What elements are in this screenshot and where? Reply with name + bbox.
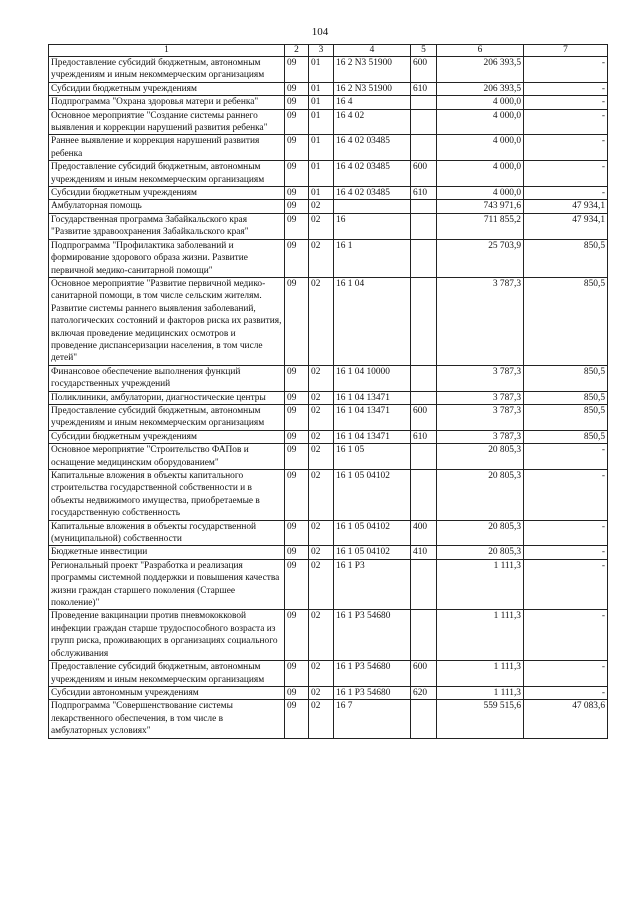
target-article-code: 16 1 05 04102 [334, 520, 411, 546]
expense-type-code [411, 135, 437, 161]
budget-table [48, 44, 608, 739]
section-code: 09 [285, 661, 309, 687]
subsection-code: 02 [309, 404, 334, 430]
section-code: 09 [285, 109, 309, 135]
amount: 4 000,0 [437, 161, 524, 187]
amount-federal: - [524, 444, 608, 470]
table-row [49, 559, 608, 610]
amount-federal: - [524, 96, 608, 109]
subsection-code: 01 [309, 82, 334, 95]
amount-federal: 47 934,1 [524, 213, 608, 239]
expense-type-code [411, 277, 437, 365]
table-row [49, 404, 608, 430]
target-article-code [334, 200, 411, 213]
target-article-code: 16 1 04 [334, 277, 411, 365]
amount: 3 787,3 [437, 430, 524, 443]
column-header: 7 [524, 45, 608, 57]
table-row [49, 82, 608, 95]
table-row [49, 277, 608, 365]
subsection-code: 01 [309, 187, 334, 200]
subsection-code: 02 [309, 700, 334, 738]
section-code: 09 [285, 277, 309, 365]
target-article-code: 16 4 02 03485 [334, 161, 411, 187]
amount: 3 787,3 [437, 404, 524, 430]
row-name: Субсидии автономным учреждениям [49, 686, 285, 699]
target-article-code: 16 1 04 10000 [334, 365, 411, 391]
amount-federal: 850,5 [524, 430, 608, 443]
amount: 3 787,3 [437, 277, 524, 365]
row-name: Субсидии бюджетным учреждениям [49, 430, 285, 443]
expense-type-code: 610 [411, 82, 437, 95]
row-name: Предоставление субсидий бюджетным, автономным учреждениям и иным некоммерческим организациям [49, 661, 285, 687]
column-header: 5 [411, 45, 437, 57]
section-code: 09 [285, 135, 309, 161]
subsection-code: 01 [309, 161, 334, 187]
row-name: Субсидии бюджетным учреждениям [49, 82, 285, 95]
expense-type-code: 410 [411, 546, 437, 559]
row-name: Финансовое обеспечение выполнения функций государственных учреждений [49, 365, 285, 391]
section-code: 09 [285, 700, 309, 738]
amount: 20 805,3 [437, 444, 524, 470]
row-name: Региональный проект "Разработка и реализация программы системной поддержки и повышения качества жизни граждан старшего поколения (Старшее поколение)" [49, 559, 285, 610]
expense-type-code [411, 239, 437, 277]
subsection-code: 02 [309, 213, 334, 239]
section-code: 09 [285, 444, 309, 470]
subsection-code: 02 [309, 365, 334, 391]
amount-federal: 47 934,1 [524, 200, 608, 213]
section-code: 09 [285, 559, 309, 610]
table-row [49, 610, 608, 661]
subsection-code: 02 [309, 559, 334, 610]
target-article-code: 16 1 05 [334, 444, 411, 470]
subsection-code: 02 [309, 520, 334, 546]
expense-type-code [411, 96, 437, 109]
table-row [49, 470, 608, 521]
column-header: 2 [285, 45, 309, 57]
section-code: 09 [285, 96, 309, 109]
expense-type-code [411, 444, 437, 470]
amount-federal: - [524, 520, 608, 546]
subsection-code: 01 [309, 96, 334, 109]
table-row [49, 546, 608, 559]
target-article-code: 16 1 04 13471 [334, 430, 411, 443]
target-article-code: 16 1 P3 54680 [334, 661, 411, 687]
subsection-code: 02 [309, 391, 334, 404]
amount: 1 111,3 [437, 610, 524, 661]
expense-type-code: 600 [411, 161, 437, 187]
amount-federal: - [524, 161, 608, 187]
subsection-code: 02 [309, 546, 334, 559]
table-row [49, 213, 608, 239]
section-code: 09 [285, 187, 309, 200]
amount-federal: - [524, 187, 608, 200]
subsection-code: 02 [309, 610, 334, 661]
row-name: Предоставление субсидий бюджетным, автономным учреждениям и иным некоммерческим организациям [49, 404, 285, 430]
amount-federal: 850,5 [524, 391, 608, 404]
table-row [49, 57, 608, 83]
table-row [49, 661, 608, 687]
expense-type-code [411, 470, 437, 521]
expense-type-code: 620 [411, 686, 437, 699]
header-row [49, 45, 608, 57]
subsection-code: 02 [309, 239, 334, 277]
table-row [49, 200, 608, 213]
subsection-code: 02 [309, 430, 334, 443]
amount-federal: 850,5 [524, 239, 608, 277]
table-row [49, 686, 608, 699]
amount-federal: - [524, 57, 608, 83]
target-article-code: 16 1 04 13471 [334, 404, 411, 430]
amount-federal: - [524, 82, 608, 95]
section-code: 09 [285, 470, 309, 521]
amount-federal: - [524, 470, 608, 521]
table-row [49, 700, 608, 738]
amount: 20 805,3 [437, 546, 524, 559]
target-article-code: 16 7 [334, 700, 411, 738]
row-name: Подпрограмма "Профилактика заболеваний и формирование здорового образа жизни. Развитие первичной медико-санитарной помощи" [49, 239, 285, 277]
amount: 25 703,9 [437, 239, 524, 277]
expense-type-code [411, 700, 437, 738]
expense-type-code [411, 109, 437, 135]
section-code: 09 [285, 161, 309, 187]
column-header: 6 [437, 45, 524, 57]
amount: 4 000,0 [437, 135, 524, 161]
amount: 20 805,3 [437, 520, 524, 546]
row-name: Раннее выявление и коррекция нарушений развития ребенка [49, 135, 285, 161]
subsection-code: 01 [309, 57, 334, 83]
table-row [49, 391, 608, 404]
row-name: Проведение вакцинации против пневмококковой инфекции граждан старше трудоспособного возраста из групп риска, проживающих в организациях социального обслуживания [49, 610, 285, 661]
row-name: Основное мероприятие "Строительство ФАПов и оснащение медицинским оборудованием" [49, 444, 285, 470]
amount: 3 787,3 [437, 391, 524, 404]
row-name: Подпрограмма "Охрана здоровья матери и ребенка" [49, 96, 285, 109]
section-code: 09 [285, 686, 309, 699]
section-code: 09 [285, 365, 309, 391]
table-row [49, 239, 608, 277]
subsection-code: 02 [309, 444, 334, 470]
expense-type-code: 610 [411, 430, 437, 443]
amount: 4 000,0 [437, 187, 524, 200]
column-header: 1 [49, 45, 285, 57]
subsection-code: 02 [309, 200, 334, 213]
target-article-code: 16 [334, 213, 411, 239]
amount-federal: 850,5 [524, 365, 608, 391]
expense-type-code [411, 610, 437, 661]
expense-type-code [411, 391, 437, 404]
row-name: Подпрограмма "Совершенствование системы лекарственного обеспечения, в том числе в амбулаторных условиях" [49, 700, 285, 738]
table-row [49, 444, 608, 470]
table-row [49, 187, 608, 200]
target-article-code: 16 4 02 03485 [334, 187, 411, 200]
row-name: Предоставление субсидий бюджетным, автономным учреждениям и иным некоммерческим организациям [49, 57, 285, 83]
section-code: 09 [285, 239, 309, 277]
page-number: 104 [311, 26, 329, 38]
table-row [49, 135, 608, 161]
amount-federal: - [524, 109, 608, 135]
subsection-code: 02 [309, 277, 334, 365]
amount: 711 855,2 [437, 213, 524, 239]
amount-federal: - [524, 546, 608, 559]
table-row [49, 520, 608, 546]
amount-federal: 47 083,6 [524, 700, 608, 738]
amount: 559 515,6 [437, 700, 524, 738]
target-article-code: 16 2 N3 51900 [334, 82, 411, 95]
column-header: 4 [334, 45, 411, 57]
target-article-code: 16 2 N3 51900 [334, 57, 411, 83]
row-name: Капитальные вложения в объекты капитального строительства государственной собственности и в объекты недвижимого имущества, приобретаемые в государственную собственность [49, 470, 285, 521]
row-name: Бюджетные инвестиции [49, 546, 285, 559]
amount-federal: 850,5 [524, 404, 608, 430]
amount: 1 111,3 [437, 559, 524, 610]
section-code: 09 [285, 520, 309, 546]
subsection-code: 02 [309, 661, 334, 687]
table-row [49, 96, 608, 109]
expense-type-code: 600 [411, 661, 437, 687]
target-article-code: 16 1 P3 [334, 559, 411, 610]
amount: 206 393,5 [437, 82, 524, 95]
amount-federal: - [524, 686, 608, 699]
table-row [49, 109, 608, 135]
row-name: Поликлиники, амбулатории, диагностические центры [49, 391, 285, 404]
section-code: 09 [285, 57, 309, 83]
target-article-code: 16 1 P3 54680 [334, 610, 411, 661]
amount: 1 111,3 [437, 661, 524, 687]
expense-type-code: 600 [411, 404, 437, 430]
expense-type-code: 610 [411, 187, 437, 200]
target-article-code: 16 1 05 04102 [334, 470, 411, 521]
target-article-code: 16 1 [334, 239, 411, 277]
amount-federal: - [524, 610, 608, 661]
row-name: Субсидии бюджетным учреждениям [49, 187, 285, 200]
table-row [49, 430, 608, 443]
target-article-code: 16 1 04 13471 [334, 391, 411, 404]
target-article-code: 16 1 P3 54680 [334, 686, 411, 699]
expense-type-code: 600 [411, 57, 437, 83]
expense-type-code [411, 213, 437, 239]
section-code: 09 [285, 546, 309, 559]
expense-type-code: 400 [411, 520, 437, 546]
target-article-code: 16 1 05 04102 [334, 546, 411, 559]
amount: 4 000,0 [437, 96, 524, 109]
amount: 1 111,3 [437, 686, 524, 699]
target-article-code: 16 4 [334, 96, 411, 109]
amount: 20 805,3 [437, 470, 524, 521]
section-code: 09 [285, 82, 309, 95]
section-code: 09 [285, 610, 309, 661]
row-name: Капитальные вложения в объекты государственной (муниципальной) собственности [49, 520, 285, 546]
subsection-code: 02 [309, 686, 334, 699]
amount-federal: 850,5 [524, 277, 608, 365]
table-row [49, 161, 608, 187]
row-name: Основное мероприятие "Создание системы раннего выявления и коррекции нарушений развития ребенка" [49, 109, 285, 135]
expense-type-code [411, 200, 437, 213]
table-row [49, 365, 608, 391]
subsection-code: 01 [309, 135, 334, 161]
expense-type-code [411, 559, 437, 610]
amount: 3 787,3 [437, 365, 524, 391]
amount-federal: - [524, 135, 608, 161]
row-name: Предоставление субсидий бюджетным, автономным учреждениям и иным некоммерческим организациям [49, 161, 285, 187]
section-code: 09 [285, 404, 309, 430]
column-header: 3 [309, 45, 334, 57]
amount: 4 000,0 [437, 109, 524, 135]
row-name: Государственная программа Забайкальского края "Развитие здравоохранения Забайкальского края" [49, 213, 285, 239]
section-code: 09 [285, 391, 309, 404]
expense-type-code [411, 365, 437, 391]
subsection-code: 02 [309, 470, 334, 521]
amount-federal: - [524, 661, 608, 687]
amount: 206 393,5 [437, 57, 524, 83]
target-article-code: 16 4 02 03485 [334, 135, 411, 161]
section-code: 09 [285, 200, 309, 213]
amount: 743 971,6 [437, 200, 524, 213]
row-name: Основное мероприятие "Развитие первичной медико-санитарной помощи, в том числе сельским жителям. Развитие системы раннего выявления заболеваний, патологических состояний и факторов риска их развития, включая проведение медицинских осмотров и проведение диспансеризации населения, в том числе детей" [49, 277, 285, 365]
amount-federal: - [524, 559, 608, 610]
section-code: 09 [285, 430, 309, 443]
row-name: Амбулаторная помощь [49, 200, 285, 213]
section-code: 09 [285, 213, 309, 239]
target-article-code: 16 4 02 [334, 109, 411, 135]
subsection-code: 01 [309, 109, 334, 135]
